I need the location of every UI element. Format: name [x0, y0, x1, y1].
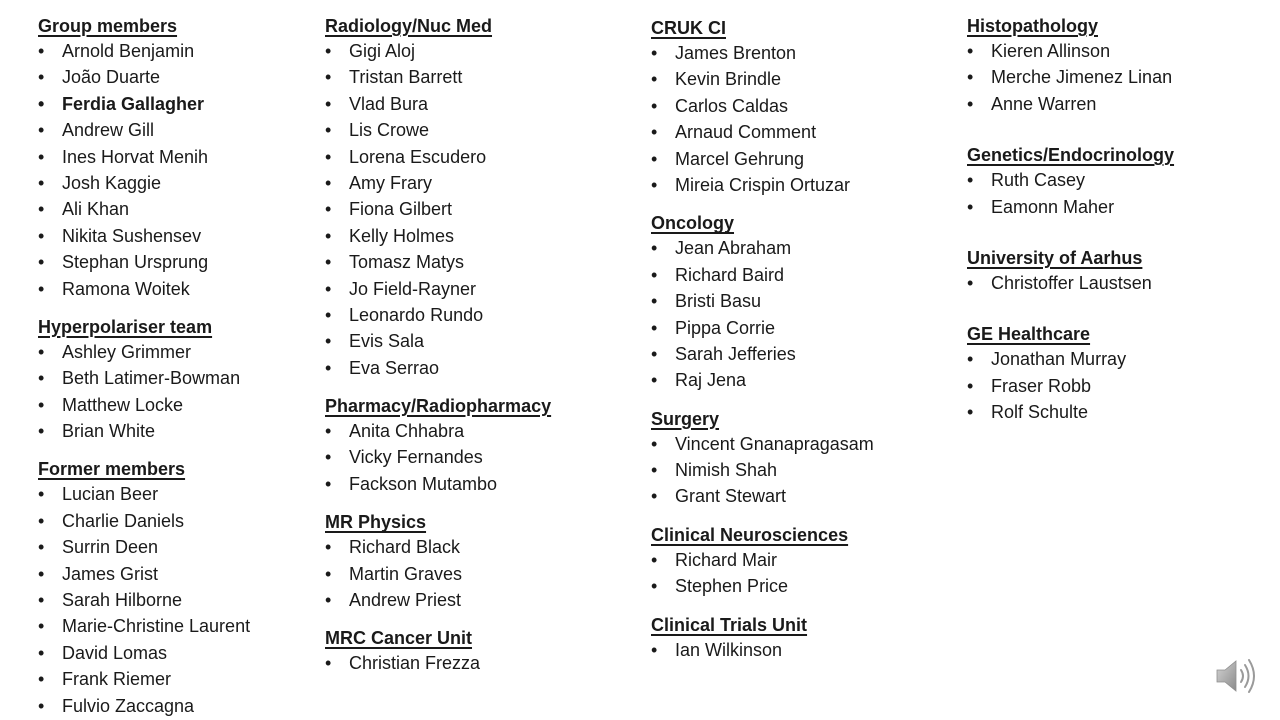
member-item: • Lorena Escudero: [325, 144, 551, 170]
member-list-genetics-endocrinology: [967, 167, 1174, 220]
member-item: • Fackson Mutambo: [325, 471, 551, 497]
member-list-hyperpolariser-team: [38, 339, 250, 445]
member-item-highlighted: • Ferdia Gallagher: [38, 91, 250, 117]
section-spacer: [967, 117, 1174, 143]
section-spacer: [967, 296, 1174, 322]
section-heading-cruk-ci: CRUK CI: [651, 18, 726, 38]
column-1: [38, 14, 250, 719]
member-item: • Nikita Sushensev: [38, 223, 250, 249]
section-heading-group-members: Group members: [38, 16, 178, 36]
member-item: • Grant Stewart: [651, 483, 874, 509]
member-item: • Tomasz Matys: [325, 249, 551, 275]
section-heading-university-of-aarhus: University of Aarhus: [967, 247, 1143, 268]
member-item: • Ashley Grimmer: [38, 339, 250, 365]
section-heading-radiology: Radiology/Nuc Med: [325, 16, 493, 36]
member-item: • Sarah Jefferies: [651, 341, 874, 367]
member-item: • David Lomas: [38, 640, 250, 666]
section-spacer: [967, 220, 1174, 246]
section-spacer: [38, 444, 250, 457]
member-item: • Bristi Basu: [651, 288, 874, 314]
member-item: • Christian Frezza: [325, 650, 551, 676]
member-item: • Andrew Gill: [38, 117, 250, 143]
member-item: • Kelly Holmes: [325, 223, 551, 249]
member-list-mr-physics: [325, 534, 551, 613]
member-item: • Kevin Brindle: [651, 66, 874, 92]
member-list-clinical-neurosciences: [651, 547, 874, 600]
member-item: • Lis Crowe: [325, 117, 551, 143]
member-item: • Sarah Hilborne: [38, 587, 250, 613]
member-item: • Nimish Shah: [651, 457, 874, 483]
member-item: • Marie-Christine Laurent: [38, 613, 250, 639]
member-item: • Lucian Beer: [38, 481, 250, 507]
member-item: • Anne Warren: [967, 91, 1174, 117]
member-item: • Mireia Crispin Ortuzar: [651, 172, 874, 198]
member-item: • Fiona Gilbert: [325, 196, 551, 222]
member-item: • Frank Riemer: [38, 666, 250, 692]
member-item: • Brian White: [38, 418, 250, 444]
section-spacer: [38, 302, 250, 315]
member-item: • Fraser Robb: [967, 373, 1174, 399]
member-item: • Vincent Gnanapragasam: [651, 431, 874, 457]
section-spacer: [325, 381, 551, 394]
member-item: • James Brenton: [651, 40, 874, 66]
section-spacer: [651, 198, 874, 211]
column-2: [325, 14, 551, 677]
member-item: • Tristan Barrett: [325, 64, 551, 90]
member-item: • Gigi Aloj: [325, 38, 551, 64]
member-item: • Carlos Caldas: [651, 93, 874, 119]
member-item: • Christoffer Laustsen: [967, 270, 1174, 296]
member-item: • Amy Frary: [325, 170, 551, 196]
section-heading-mrc-cancer-unit: MRC Cancer Unit: [325, 628, 473, 649]
member-item: • Jonathan Murray: [967, 346, 1174, 372]
section-heading-histopathology: Histopathology: [967, 16, 1098, 36]
section-heading-surgery: Surgery: [651, 408, 720, 429]
member-item: • Evis Sala: [325, 328, 551, 354]
member-item: • Stephan Ursprung: [38, 249, 250, 275]
member-item: • Raj Jena: [651, 367, 874, 393]
member-item: • Marcel Gehrung: [651, 146, 874, 172]
member-list-mrc-cancer-unit: [325, 650, 551, 676]
section-heading-hyperpolariser-team: Hyperpolariser team: [38, 316, 213, 337]
member-item: • Leonardo Rundo: [325, 302, 551, 328]
section-spacer: [651, 510, 874, 523]
member-list-ge-healthcare: [967, 346, 1174, 425]
section-heading-former-members: Former members: [38, 459, 186, 480]
section-heading-pharmacy: Pharmacy/Radiopharmacy: [325, 396, 552, 417]
section-spacer: [325, 497, 551, 510]
section-heading-clinical-neurosciences: Clinical Neurosciences: [651, 524, 849, 545]
member-item: • Ramona Woitek: [38, 276, 250, 302]
member-item: • Andrew Priest: [325, 587, 551, 613]
section-heading-genetics-endocrinology: Genetics/Endocrinology: [967, 145, 1175, 166]
member-item: • Arnaud Comment: [651, 119, 874, 145]
member-item: • Martin Graves: [325, 561, 551, 587]
column-3: [651, 16, 874, 663]
member-list-group-members: [38, 38, 250, 302]
member-item: • João Duarte: [38, 64, 250, 90]
section-heading-clinical-trials-unit: Clinical Trials Unit: [651, 614, 808, 635]
member-item: • Merche Jimenez Linan: [967, 64, 1174, 90]
column-4: [967, 14, 1174, 426]
member-item: • Ruth Casey: [967, 167, 1174, 193]
member-item: • Charlie Daniels: [38, 508, 250, 534]
member-list-cruk-ci: [651, 40, 874, 198]
member-item: • Surrin Deen: [38, 534, 250, 560]
member-list-clinical-trials-unit: [651, 637, 874, 663]
member-item: • Eva Serrao: [325, 355, 551, 381]
member-item: • Ines Horvat Menih: [38, 144, 250, 170]
member-list-pharmacy: [325, 418, 551, 497]
section-heading-oncology: Oncology: [651, 213, 735, 234]
section-spacer: [651, 394, 874, 407]
member-item: • Jean Abraham: [651, 235, 874, 261]
member-item: • Matthew Locke: [38, 392, 250, 418]
member-item: • Stephen Price: [651, 573, 874, 599]
member-item: • Arnold Benjamin: [38, 38, 250, 64]
member-list-university-of-aarhus: [967, 270, 1174, 296]
member-item: • James Grist: [38, 561, 250, 587]
member-list-former-members: [38, 481, 250, 719]
section-heading-ge-healthcare: GE Healthcare: [967, 324, 1091, 345]
speaker-icon[interactable]: [1214, 654, 1258, 698]
member-list-surgery: [651, 431, 874, 510]
member-item: • Kieren Allinson: [967, 38, 1174, 64]
member-item: • Rolf Schulte: [967, 399, 1174, 425]
member-item: • Jo Field-Rayner: [325, 276, 551, 302]
member-item: • Ali Khan: [38, 196, 250, 222]
member-item: • Richard Baird: [651, 262, 874, 288]
section-heading-mr-physics: MR Physics: [325, 512, 427, 533]
member-item: • Pippa Corrie: [651, 315, 874, 341]
member-item: • Richard Black: [325, 534, 551, 560]
member-item: • Beth Latimer-Bowman: [38, 365, 250, 391]
member-item: • Richard Mair: [651, 547, 874, 573]
member-item: • Vlad Bura: [325, 91, 551, 117]
section-spacer: [651, 600, 874, 613]
member-item: • Anita Chhabra: [325, 418, 551, 444]
member-item: • Fulvio Zaccagna: [38, 693, 250, 719]
member-item: • Ian Wilkinson: [651, 637, 874, 663]
section-spacer: [325, 613, 551, 626]
member-list-oncology: [651, 235, 874, 393]
member-item: • Vicky Fernandes: [325, 444, 551, 470]
member-item: • Eamonn Maher: [967, 194, 1174, 220]
member-item: • Josh Kaggie: [38, 170, 250, 196]
member-list-histopathology: [967, 38, 1174, 117]
member-list-radiology: [325, 38, 551, 381]
